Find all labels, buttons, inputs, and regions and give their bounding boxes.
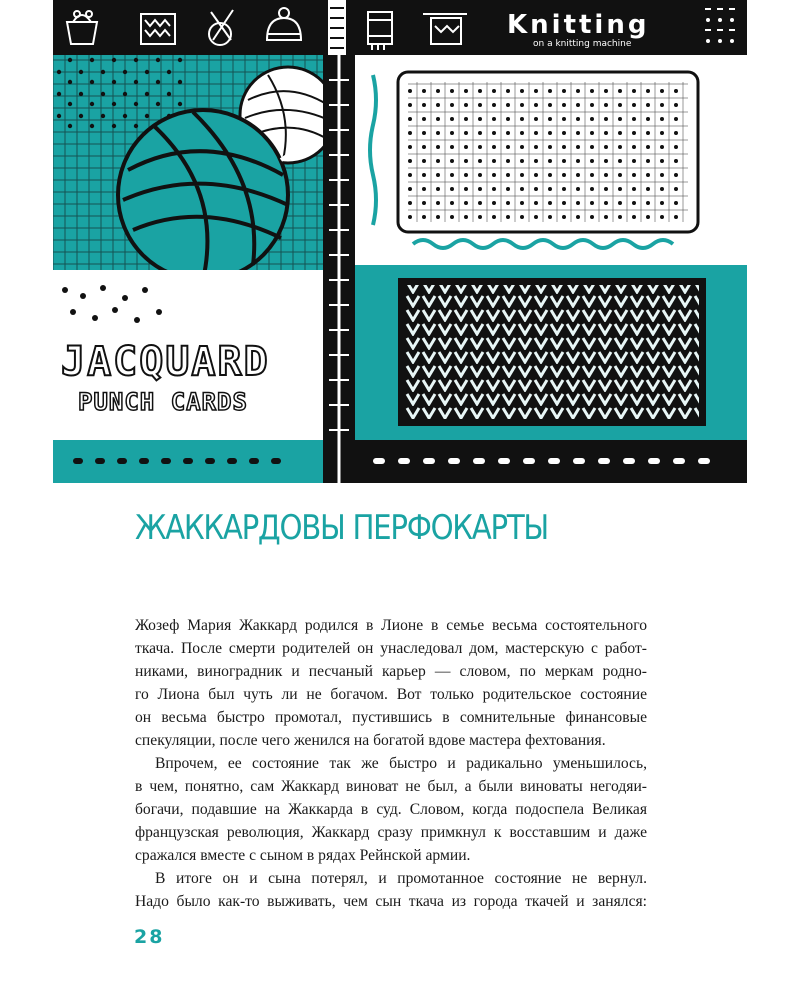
jacquard-title: JACQUARD	[61, 339, 270, 385]
top-icon-bar	[53, 0, 747, 55]
knit-sample	[398, 278, 706, 426]
text-line: В итоге он и сына потерял, и промотанное состояние не вернул.	[155, 870, 647, 887]
page-number: 28	[134, 926, 165, 948]
text-line: богачи, подавшие на Жаккарда в суд. Словом, когда подоспела Великая	[135, 801, 647, 818]
article-body	[135, 614, 647, 913]
text-line: он весьма быстро промотал, пустившись в сомнительные финансовые	[135, 709, 647, 726]
cover-illustration	[53, 0, 747, 483]
brand-subtitle: on a knitting machine	[533, 39, 632, 49]
text-line: французская революция, Жаккард сразу примкнул к восставшим и даже	[135, 824, 647, 841]
text-line: Надо было как-то выживать, чем сын ткача из города ткачей и занялся:	[135, 893, 647, 910]
brand-title: Knitting	[507, 10, 650, 40]
text-line: никами, виноградник и песчаный карьер — словом, по меркам родно-	[135, 663, 647, 680]
text-line: го Лиона был чуть ли не богачом. Вот только родительское состояние	[135, 686, 647, 703]
jacquard-subtitle: PUNCH CARDS	[78, 388, 248, 416]
text-line: Впрочем, ее состояние так же быстро и радикально уменьшилось,	[155, 755, 647, 772]
text-line: спекуляции, после чего женился на богатой вдове мастера фехтования.	[135, 732, 606, 749]
text-line: Жозеф Мария Жаккард родился в Лионе в семье весьма состоятельного	[135, 617, 647, 634]
page-title: ЖАККАРДОВЫ ПЕРФОКАРТЫ	[135, 508, 548, 548]
yarn-ball-teal-icon	[118, 110, 288, 280]
text-line: ткача. После смерти родителей он унаследовал дом, мастерскую с работ-	[135, 640, 647, 657]
text-line: в чем, понятно, сам Жаккард виноват не был, а были виноваты негодяи-	[135, 778, 647, 795]
text-line: сражался вместе с сыном в рядах Рейнской армии.	[135, 847, 471, 864]
punch-card	[398, 72, 698, 232]
